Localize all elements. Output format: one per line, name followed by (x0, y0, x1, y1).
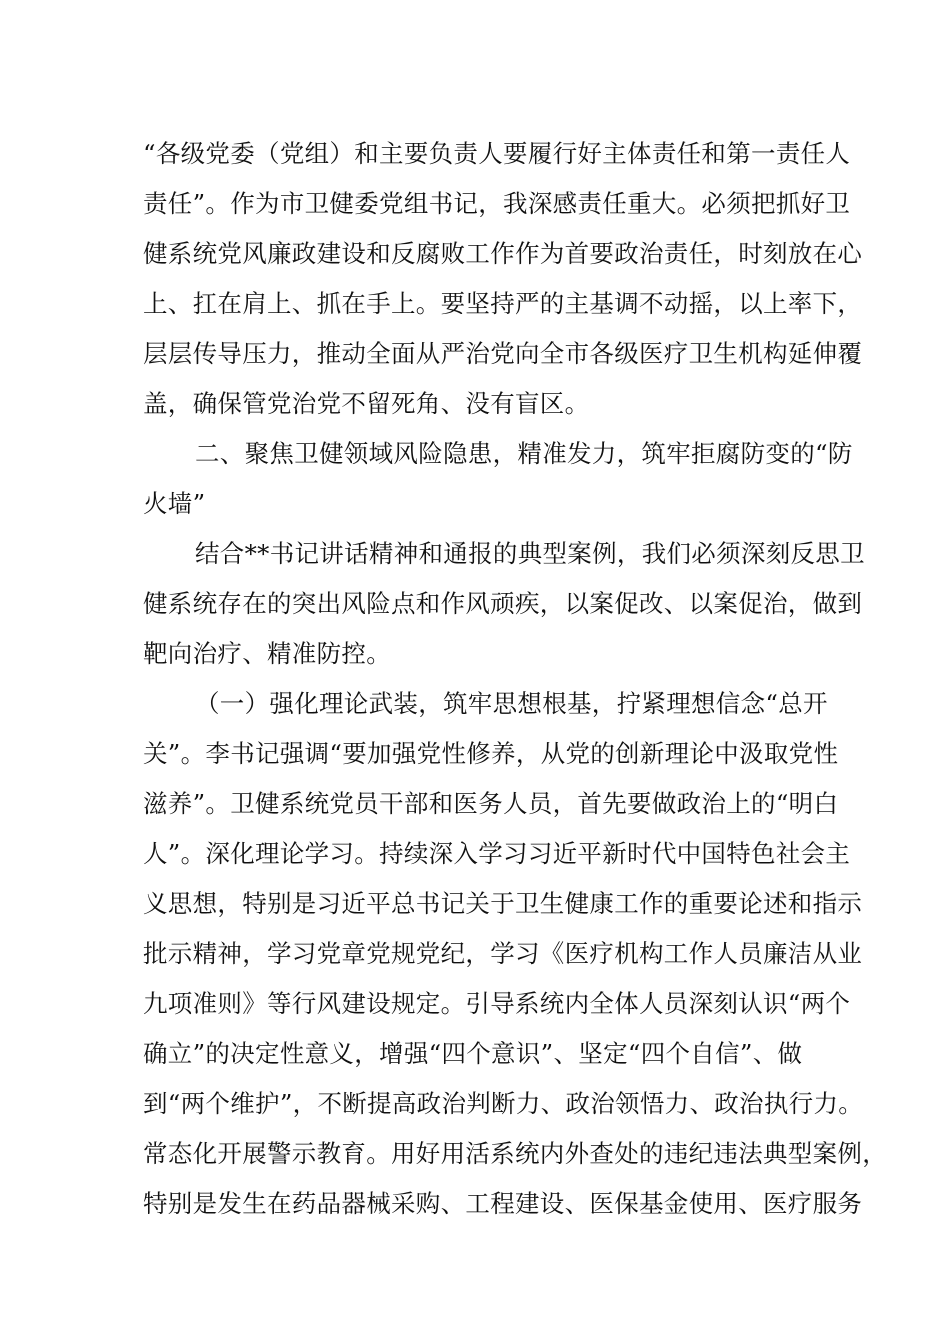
text-line: 常态化开展警示教育。用好用活系统内外查处的违纪违法典型案例， (143, 1139, 887, 1168)
text-line: 上、扛在肩上、抓在手上。要坚持严的主基调不动摇，以上率下， (143, 289, 863, 318)
text-line: 义思想，特别是习近平总书记关于卫生健康工作的重要论述和指示 (143, 889, 863, 918)
text-line: 健系统党风廉政建设和反腐败工作作为首要政治责任，时刻放在心 (143, 239, 863, 268)
section-heading: 二、聚焦卫健领域风险隐患，精准发力，筑牢拒腐防变的“防 (195, 439, 853, 468)
text-line: 确立”的决定性意义，增强“四个意识”、坚定“四个自信”、做 (143, 1039, 803, 1068)
text-line: 层层传导压力，推动全面从严治党向全市各级医疗卫生机构延伸覆 (143, 339, 863, 368)
text-line: 盖，确保管党治党不留死角、没有盲区。 (143, 389, 590, 418)
text-line: 靶向治疗、精准防控。 (143, 639, 391, 668)
text-line: 批示精神，学习党章党规党纪，学习《医疗机构工作人员廉洁从业 (143, 939, 863, 968)
subsection-heading: （一）强化理论武装，筑牢思想根基，拧紧理想信念“总开 (195, 689, 828, 718)
text-line: 九项准则》等行风建设规定。引导系统内全体人员深刻认识“两个 (143, 989, 851, 1018)
text-line: 关”。李书记强调“要加强党性修养，从党的创新理论中汲取党性 (143, 739, 839, 768)
section-heading-cont: 火墙” (143, 489, 206, 518)
text-line: 健系统存在的突出风险点和作风顽疾，以案促改、以案促治，做到 (143, 589, 863, 618)
text-line: “各级党委（党组）和主要负责人要履行好主体责任和第一责任人 (143, 139, 851, 168)
text-line: 到“两个维护”，不断提高政治判断力、政治领悟力、政治执行力。 (143, 1089, 864, 1118)
text-line: 特别是发生在药品器械采购、工程建设、医保基金使用、医疗服务 (143, 1189, 863, 1218)
text-line: 人”。深化理论学习。持续深入学习习近平新时代中国特色社会主 (143, 839, 851, 868)
text-line: 责任”。作为市卫健委党组书记，我深感责任重大。必须把抓好卫 (143, 189, 851, 218)
text-line: 结合**书记讲话精神和通报的典型案例，我们必须深刻反思卫 (195, 539, 865, 568)
text-line: 滋养”。卫健系统党员干部和医务人员，首先要做政治上的“明白 (143, 789, 839, 818)
